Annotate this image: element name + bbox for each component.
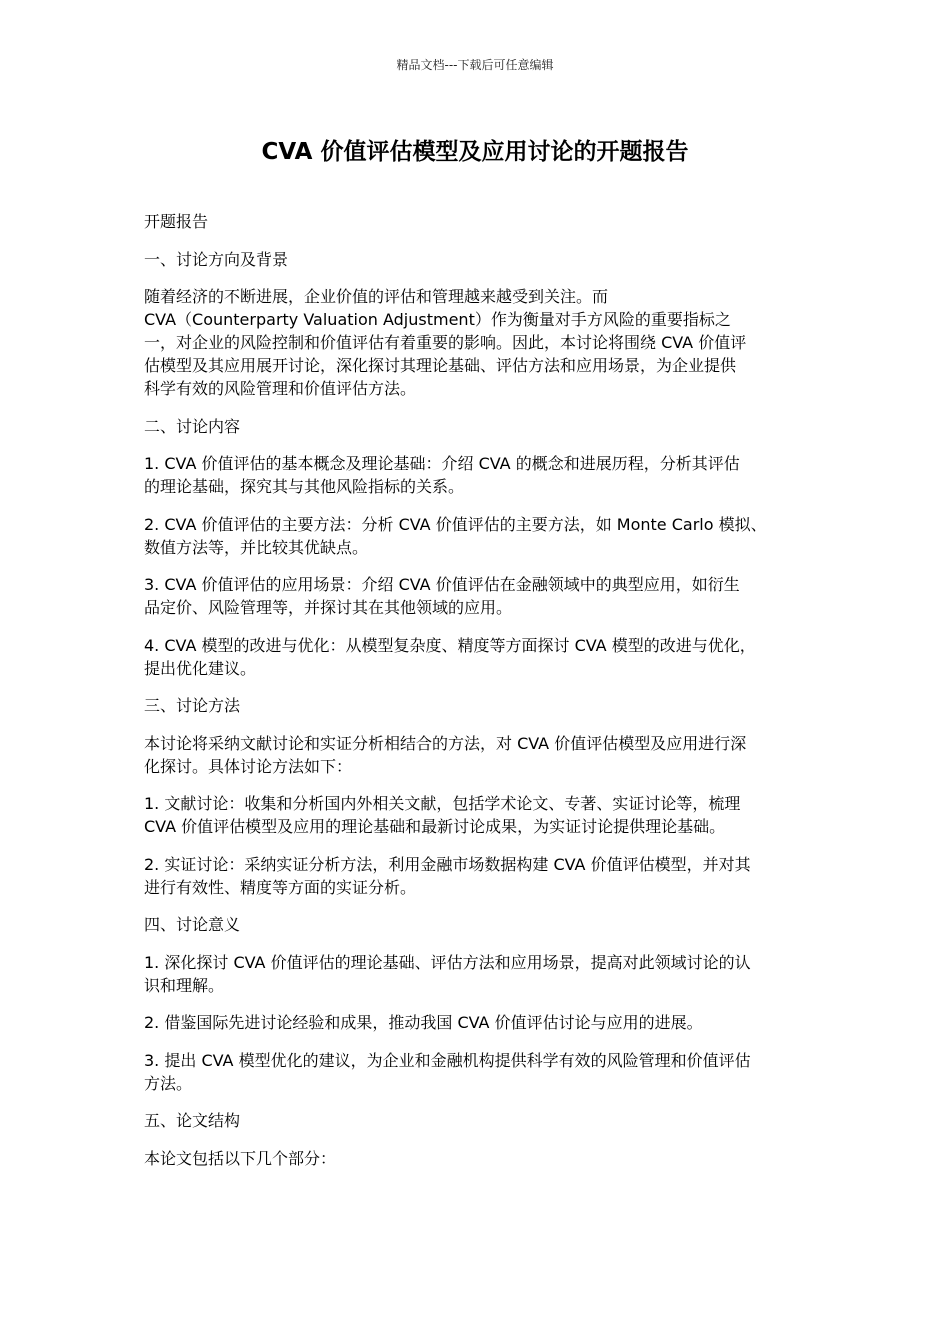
paragraph-structure-intro: 本论文包括以下几个部分： [144, 1148, 337, 1168]
paragraph-method-2: 2. 实证讨论：采纳实证分析方法，利用金融市场数据构建 CVA 价值评估模型，并对其 进行有效性、精度等方面的实证分析。 [144, 854, 751, 897]
paragraph-report-label: 开题报告 [144, 212, 209, 231]
paragraph-significance-3: 3. 提出 CVA 模型优化的建议，为企业和金融机构提供科学有效的风险管理和价值评估 方法。 [144, 1050, 751, 1093]
paragraph-background: 随着经济的不断进展，企业价值的评估和管理越来越受到关注。而 CVA（Counterparty Valuation Adjustment）作为衡量对手方风险的重要指标之 一，对企业的风险控制和价值评估有着重要的影响。因此，本讨论将围绕 CVA 价值评 估模型及其应用展开讨论，深化探讨其理论基础、评估方法和应用场景，为企业提供 科学有效的风险管理和价值评估方法。 [144, 287, 747, 398]
document-body [144, 210, 812, 1184]
paragraph-content-3: 3. CVA 价值评估的应用场景：介绍 CVA 价值评估在金融领域中的典型应用，如衍生 品定价、风险管理等，并探讨其在其他领域的应用。 [144, 575, 740, 617]
section-heading-method: 三、讨论方法 [144, 696, 241, 715]
section-heading-direction: 一、讨论方向及背景 [144, 249, 289, 269]
paragraph-method-1: 1. 文献讨论：收集和分析国内外相关文献，包括学术论文、专著、实证讨论等，梳理 CVA 价值评估模型及应用的理论基础和最新讨论成果，为实证讨论提供理论基础。 [144, 794, 741, 836]
paragraph-significance-2: 2. 借鉴国际先进讨论经验和成果，推动我国 CVA 价值评估讨论与应用的进展。 [144, 1013, 703, 1032]
paragraph-content-2: 2. CVA 价值评估的主要方法：分析 CVA 价值评估的主要方法，如 Monte Carlo 模拟、 数值方法等，并比较其优缺点。 [144, 514, 767, 557]
paragraph-significance-1: 1. 深化探讨 CVA 价值评估的理论基础、评估方法和应用场景，提高对此领域讨论的认 识和理解。 [144, 952, 751, 995]
section-heading-structure: 五、论文结构 [144, 1111, 241, 1130]
section-heading-content: 二、讨论内容 [144, 416, 241, 436]
paragraph-method-intro: 本讨论将采纳文献讨论和实证分析相结合的方法，对 CVA 价值评估模型及应用进行深 化探讨。具体讨论方法如下： [144, 733, 747, 776]
section-heading-significance: 四、讨论意义 [144, 915, 241, 934]
page-header: 精品文档---下载后可任意编辑 [396, 58, 554, 72]
document-title: CVA 价值评估模型及应用讨论的开题报告 [261, 139, 689, 165]
paragraph-content-1: 1. CVA 价值评估的基本概念及理论基础：介绍 CVA 的概念和进展历程，分析其评估 的理论基础，探究其与其他风险指标的关系。 [144, 454, 740, 496]
paragraph-content-4: 4. CVA 模型的改进与优化：从模型复杂度、精度等方面探讨 CVA 模型的改进与优化， 提出优化建议。 [144, 635, 756, 678]
